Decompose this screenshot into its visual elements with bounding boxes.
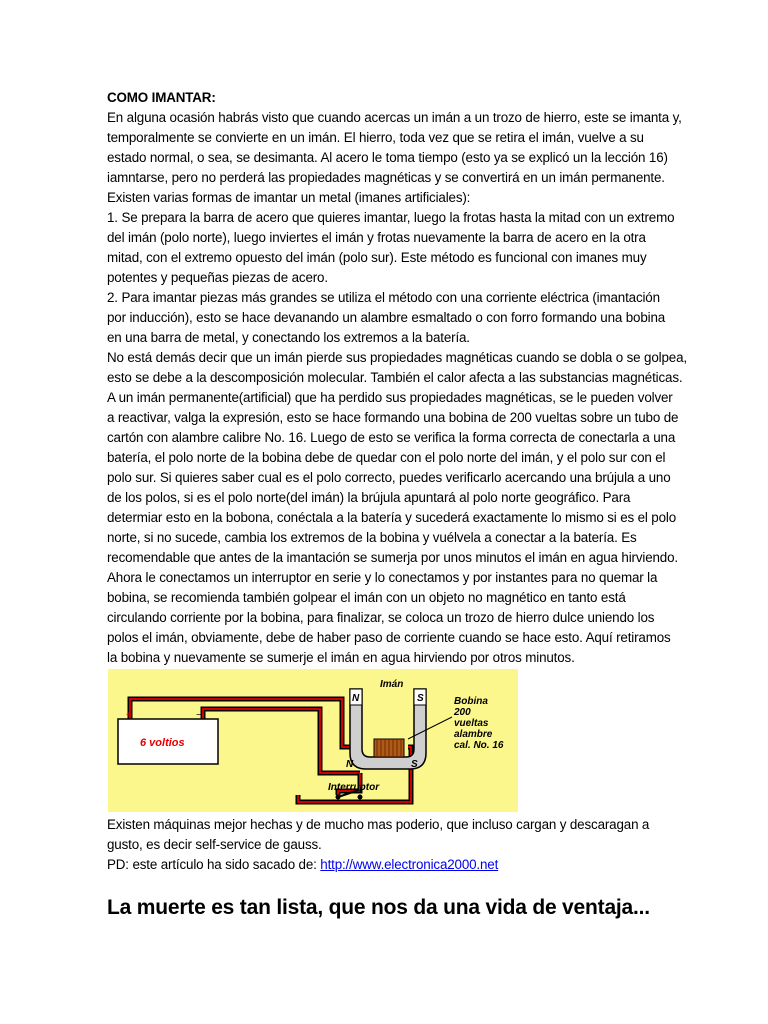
source-line	[107, 855, 667, 875]
article-line: mitad, con el extremo opuesto del imán (polo sur). Este método es funcional con imanes muy	[107, 250, 647, 265]
article-line: Existen varias formas de imantar un metal (imanes artificiales):	[107, 190, 471, 205]
article-line: iamntarse, pero no perderá las propiedades magnéticas y se convertirá en un imán permanente.	[107, 170, 665, 185]
article-line: batería, el polo norte de la bobina debe de quedar con el polo norte del imán, y el polo sur con el	[107, 450, 666, 465]
article-paragraphs	[107, 108, 687, 668]
article-line: estado normal, o sea, se desimanta. Al acero le toma tiempo (esto ya se explicó un la lección 16)	[107, 150, 668, 165]
coil-label-line: 200	[454, 707, 471, 718]
article-line: recomendable que antes de la imantación se sumerja por unos minutos el imán en agua hirviendo.	[107, 550, 678, 565]
coil-label-line: vueltas	[454, 718, 489, 729]
pole-s-bottom: S	[411, 759, 418, 770]
minus-sign: −	[196, 710, 202, 721]
switch-label: Interruptor	[328, 782, 380, 793]
article-line: En alguna ocasión habrás visto que cuando acercas un imán a un trozo de hierro, este se imanta y,	[107, 110, 682, 125]
coil	[374, 739, 404, 757]
article-line: temporalmente se convierte en un imán. El hierro, toda vez que se retira el imán, vuelve a su	[107, 130, 644, 145]
article-line: norte, si no sucede, cambia los extremos de la bobina y vuélvela a conectar a la batería. Es	[107, 530, 637, 545]
article-body	[107, 88, 687, 668]
article-line: determiar esto en la bobona, conéctala a la batería y sucederá exactamente lo mismo si es el polo	[107, 510, 677, 525]
article-line: potentes y pequeñas piezas de acero.	[107, 270, 328, 285]
article-line: de los polos, si es el polo norte(del imán) la brújula apuntará al polo norte geográfico. Para	[107, 490, 631, 505]
circuit-diagram	[108, 669, 518, 812]
article-line: cartón con alambre calibre No. 16. Luego de esto se verifica la forma correcta de conectarla a una	[107, 430, 676, 445]
pole-n-bottom: N	[346, 759, 354, 770]
article-line: polos el imán, obviamente, debe de haber paso de corriente cuando se hace esto. Aquí retiramos	[107, 630, 671, 645]
article-line: en una barra de metal, y conectando los extremos a la batería.	[107, 330, 470, 345]
pole-s-top: S	[417, 693, 424, 704]
footer-line: Existen máquinas mejor hechas y de mucho mas poderio, que incluso cargan y descaragan a	[107, 817, 650, 832]
article-line: 1. Se prepara la barra de acero que quieres imantar, luego la frotas hasta la mitad con un extremo	[107, 210, 675, 225]
closing-quote: La muerte es tan lista, que nos da una vida de ventaja...	[107, 896, 650, 919]
article-line: circulando corriente por la bobina, para finalizar, se coloca un trozo de hierro dulce uniendo los	[107, 610, 655, 625]
article-title: COMO IMANTAR:	[107, 90, 216, 105]
article-line: esto se debe a la descomposición molecular. También el calor afecta a las substancias magnéticas.	[107, 370, 683, 385]
coil-label-line: alambre	[454, 729, 493, 740]
source-prefix: PD: este artículo ha sido sacado de:	[107, 857, 321, 872]
magnet-label: Imán	[380, 679, 404, 690]
pole-n-top: N	[352, 693, 360, 704]
battery-label: 6 voltios	[140, 737, 185, 749]
article-line: por inducción), esto se hace devanando un alambre esmaltado o con forro formando una bobina	[107, 310, 666, 325]
article-line: Ahora le conectamos un interruptor en serie y lo conectamos y por instantes para no quemar la	[107, 570, 658, 585]
article-line: No está demás decir que un imán pierde sus propiedades magnéticas cuando se dobla o se golpea,	[107, 350, 687, 365]
coil-label-line: cal. No. 16	[454, 740, 504, 751]
article-line: del imán (polo norte), luego inviertes el imán y frotas nuevamente la barra de acero en la otra	[107, 230, 646, 245]
article-line: 2. Para imantar piezas más grandes se utiliza el método con una corriente eléctrica (imantación	[107, 290, 660, 305]
source-link[interactable]: http://www.electronica2000.net	[320, 857, 499, 872]
article-footer	[107, 815, 667, 875]
article-line: polo sur. Si quieres saber cual es el polo correcto, puedes verificarlo acercando una brújula a uno	[107, 470, 671, 485]
article-line: a reactivar, valga la expresión, esto se hace formando una bobina de 200 vueltas sobre un tubo de	[107, 410, 679, 425]
plus-sign: +	[126, 710, 132, 721]
article-line: la bobina y nuevamente se sumerje el imán en agua hirviendo por otros minutos.	[107, 650, 575, 665]
coil-label	[453, 696, 504, 751]
article-line: bobina, se recomienda también golpear el imán con un objeto no magnético en tanto está	[107, 590, 626, 605]
article-line: A un imán permanente(artificial) que ha perdido sus propiedades magnéticas, se le pueden volver	[107, 390, 673, 405]
footer-line: gusto, es decir self-service de gauss.	[107, 837, 322, 852]
magnetization-diagram	[108, 669, 518, 812]
coil-label-line: Bobina	[454, 696, 488, 707]
